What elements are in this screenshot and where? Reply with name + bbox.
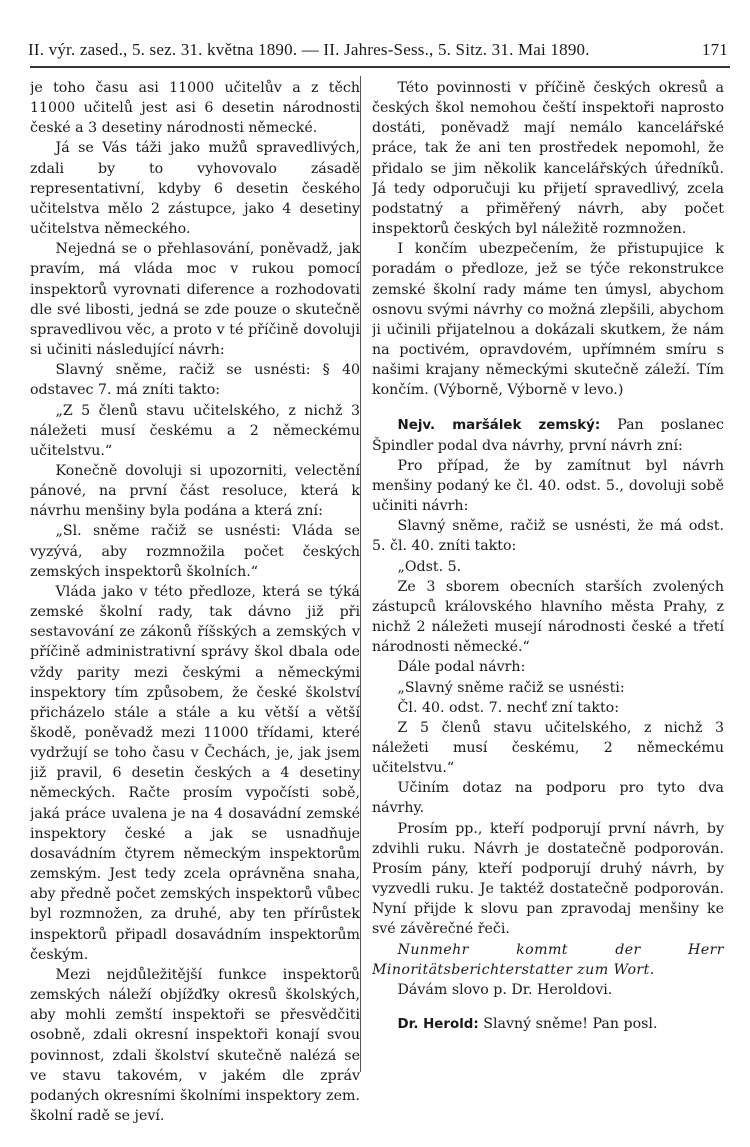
- spacer: [372, 401, 724, 415]
- paragraph: „Sl. sněme račiž se usnésti: Vláda se vyzývá, aby rozmnožila počet českých zemských inspektorů školních.“: [30, 523, 360, 580]
- paragraph: „Odst. 5.: [397, 558, 462, 575]
- header-left: [28, 40, 590, 60]
- paragraph: „Slavný sněme račiž se usnésti:: [397, 679, 625, 696]
- paragraph: Nejedná se o přehlasování, poněvadž, jak pravím, má vláda moc v rukou pomocí inspektorů vyrovnati diference a rozhodovati dle své libosti, jedná se zde pouze o skutečně spravedlivou věc, a proto v té příčině dovoluji si učiniti následující návrh:: [30, 241, 360, 359]
- speaker-name: Dr. Herold:: [397, 1017, 479, 1033]
- paragraph: Já se Vás táži jako mužů spravedlivých, zdali by to vyhovovalo zásadě representativní, kdyby 6 desetin českého učitelstva mělo 2 zástupce, jako 4 desetiny učitelstva německého.: [30, 140, 360, 238]
- header-german: II. Jahres-Sess., 5. Sitz. 31. Mai 1890.: [323, 40, 590, 59]
- header-rule: [30, 66, 730, 68]
- paragraph: Mezi nejdůležitější funkce inspektorů zemských náleží objížďky okresů školských, aby mohli zemští inspektoři se přesvědčiti osobně, zdali okresní inspektoři konají svou povinnost, zdali školství skutečně nalézá se ve stavu takovém, v jakém dle zpráv podaných okresními školními inspektory zem. školní radě se jeví.: [30, 966, 360, 1124]
- speaker-paragraph: [372, 1014, 724, 1035]
- speaker-text: Pan poslanec Špindler podal dva návrhy, první návrh zní:: [372, 416, 724, 454]
- paragraph: Dále podal návrh:: [397, 659, 526, 676]
- paragraph: je toho času asi 11000 učitelův a z těch 11000 učitelů jest asi 6 desetin národnosti české a 3 desetiny národnosti německé.: [30, 80, 360, 137]
- header-czech: II. výr. zased., 5. sez. 31. května 1890.: [28, 40, 298, 59]
- paragraph: Konečně dovoluji si upozorniti, velectění pánové, na první část resoluce, která k návrhu menšiny byla podána a která zní:: [30, 462, 360, 520]
- paragraph: Vláda jako v této předloze, která se týká zemské školní rady, tak dávno již při sestavování ze zákonů říšských a zemských v příčině administrativní správy škol dbala ode vždy parity mezi českými a německými inspektory tím způsobem, že české školství přicházelo stále a stále a ku větší a větší škodě, poněvadž mezi 11000 třídami, které vydržují se toho času v Čechách, je, jak jsem již pravil, 6 desetin českých a 4 desetiny německých. Račte prosím vypočísti sobě, jaká práce uvalena je na 4 dosavádní zemské inspektory české a jak se usnadňuje dosavádním čtyrem německým inspektorům zemským. Jest tedy zcela oprávněna snaha, aby předně počet zemských inspektorů vůbec byl rozmnožen, za druhé, aby ten přírůstek inspektorů připadl dosavádním inspektorům českým.: [30, 583, 360, 963]
- paragraph: Ze 3 sborem obecních starších zvolených zástupců královského hlavního města Prahy, z nichž 2 náležeti musejí národnosti české a třetí národnosti německé.“: [372, 578, 724, 656]
- left-column: [30, 78, 360, 1126]
- paragraph: Čl. 40. odst. 7. nechť zní takto:: [397, 699, 619, 716]
- paragraph: Prosím pp., kteří podporují první návrh, by zdvihli ruku. Návrh je dostatečně podporován. Prosím pány, kteří podporují druhý návrh, by vyzvedli ruku. Je taktéž dostatečně podporován. Nyní přijde k slovu pan zpravodaj menšiny ke své závěrečné řeči.: [372, 820, 724, 938]
- paragraph: Z 5 členů stavu učitelského, z nichž 3 náležeti musí českému, 2 německému učitelstvu.“: [372, 719, 724, 777]
- paragraph: I končím ubezpečením, že přistupujice k poradám o předloze, jež se týče rekonstrukce zemské školní rady máme ten úmysl, abychom osnovu svými návrhy co možná zlepšili, abychom ji učinili přijatelnou a dokázali skutkem, že nám na poctivém, opravdovém, upřímném smíru s našimi krajany německými skutečně záleží. Tím končím. (Výborně, Výborně v levo.): [372, 241, 724, 399]
- header-dash: —: [301, 40, 319, 59]
- spacer: [372, 1000, 724, 1014]
- right-column: [372, 78, 724, 1035]
- speaker-text: Slavný sněme! Pan posl.: [478, 1016, 658, 1033]
- column-divider: [360, 76, 361, 1072]
- page-number: 171: [701, 40, 728, 59]
- paragraph: Této povinnosti v příčině českých okresů a českých škol nemohou čeští inspektoři naprosto dostáti, poněvadž mají nemálo kancelářské práce, tak že ani ten prostředek nepomohl, že přidalo se jim několik kancelářských úředníků. Já tedy odporučuji ku přijetí spravedlivý, zcela podstatný a přiměřený návrh, aby počet inspektorů českých byl náležitě rozmnožen.: [372, 80, 724, 238]
- speaker-name: Nejv. maršálek zemský:: [397, 417, 601, 433]
- paragraph: Slavný sněme, račiž se usnésti: § 40 odstavec 7. má zníti takto:: [30, 362, 360, 399]
- german-paragraph: Nunmehr kommt der Herr Minoritätsberichterstatter zum Wort.: [372, 941, 724, 978]
- paragraph: Pro případ, že by zamítnut byl návrh menšiny podaný ke čl. 40. odst. 5., dovoluji sobě učiniti návrh:: [372, 457, 724, 515]
- paragraph: Učiním dotaz na podporu pro tyto dva návrhy.: [372, 780, 724, 817]
- paragraph: Slavný sněme, račiž se usnésti, že má odst. 5. čl. 40. zníti takto:: [372, 518, 724, 555]
- speaker-paragraph: [372, 415, 724, 456]
- running-header: [28, 40, 728, 64]
- paragraph: „Z 5 členů stavu učitelského, z nichž 3 náležeti musí českému a 2 německému učitelstvu.“: [30, 402, 360, 459]
- paragraph: Dávám slovo p. Dr. Heroldovi.: [397, 981, 613, 998]
